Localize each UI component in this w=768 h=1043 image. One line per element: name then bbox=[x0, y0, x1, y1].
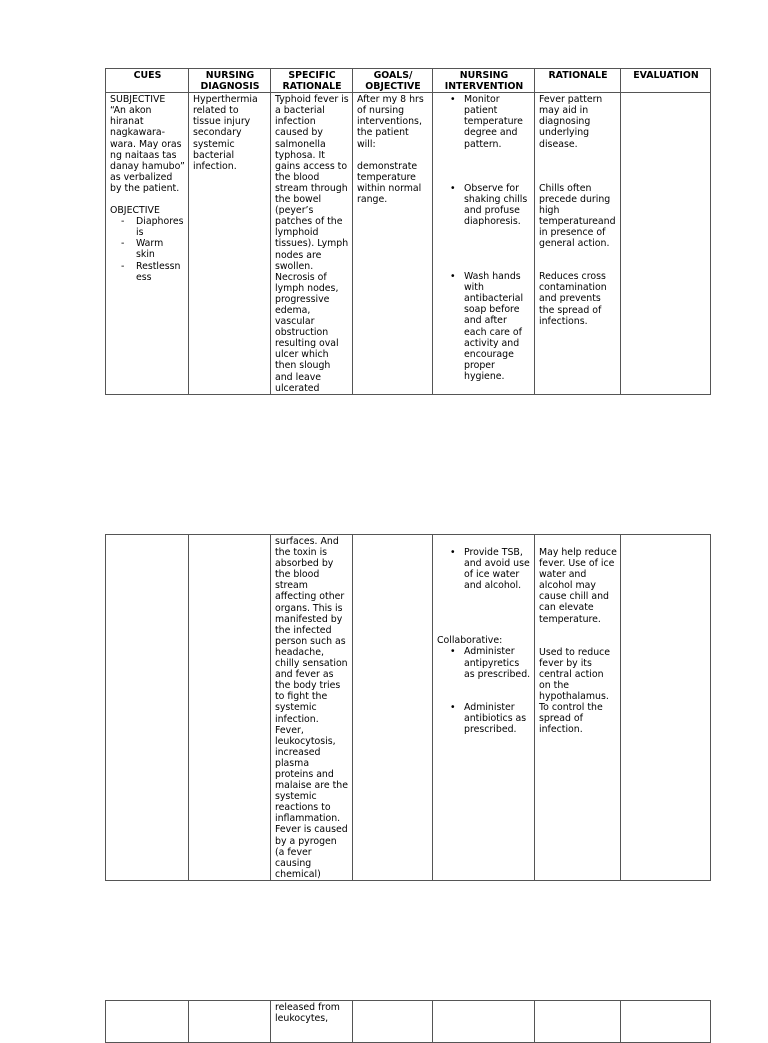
table-row bbox=[106, 1001, 711, 1043]
intervention-item: • Wash hands with antibacterial soap before and after each care of activity and encourage proper hygiene. bbox=[450, 271, 524, 382]
intervention-item: • Administer antibiotics as prescribed. bbox=[450, 701, 527, 735]
nursing-intervention-cell bbox=[433, 535, 535, 881]
goals-outcome: demonstrate temperature within normal range. bbox=[357, 160, 422, 205]
cues-cell bbox=[106, 93, 189, 395]
header-row bbox=[106, 69, 711, 93]
collaborative-label: Collaborative: bbox=[437, 635, 503, 647]
rationale-text: Reduces cross contamination and prevents the spread of infections. bbox=[539, 271, 607, 327]
goals-intro: After my 8 hrs of nursing interventions, the patient will: bbox=[357, 94, 424, 150]
rationale-text: Chills often precede during high temperatureand in presence of general action. bbox=[539, 182, 616, 250]
objective-item: - Diaphoresis bbox=[136, 216, 185, 238]
header-specific-rationale: SPECIFIC RATIONALE bbox=[271, 69, 353, 93]
rationale-text: May help reduce fever. Use of ice water and alcohol may cause chill and can elevate temperature. bbox=[539, 547, 617, 625]
bullet-icon: • bbox=[450, 182, 456, 194]
rationale-text: Used to reduce fever by its central action on the hypothalamus. To control the spread of infection. bbox=[539, 646, 611, 736]
bullet-icon: • bbox=[450, 646, 456, 658]
specific-rationale-cell bbox=[271, 535, 353, 881]
goals-cell bbox=[353, 93, 433, 395]
nursing-diagnosis-cell bbox=[189, 1001, 271, 1043]
bullet-icon: • bbox=[450, 94, 456, 106]
objective-item: - Warm skin bbox=[136, 238, 185, 260]
specific-rationale-text: surfaces. And the toxin is absorbed by the blood stream affecting other organs. This is manifested by the infected person such as headache, chilly sensation and fever as the body tries to fight the systemic infection. Fever, leukocytosis, increased plasma proteins and malaise are the systemic reactions to inflammation. Fever is caused by a pyrogen (a fever causing chemical) bbox=[275, 536, 348, 880]
header-nursing-intervention: NURSING INTERVENTION bbox=[433, 69, 535, 93]
care-plan-table-page-1 bbox=[105, 68, 711, 395]
care-plan-table-page-2 bbox=[105, 534, 711, 881]
evaluation-cell bbox=[621, 535, 711, 881]
rationale-cell bbox=[535, 93, 621, 395]
specific-rationale-text: Typhoid fever is a bacterial infection caused by salmonella typhosa. It gains access to the blood stream through the bowel (peyer’s patches of the lymphoid tissues). Lymph nodes are swollen. Necrosis of lymph nodes, progressive edema, vascular obstruction resulting oval ulcer which then slough and leave ulcerated bbox=[275, 94, 349, 394]
header-cues: CUES bbox=[106, 69, 189, 93]
intervention-item: • Administer antipyretics as prescribed. bbox=[450, 646, 531, 680]
goals-cell bbox=[353, 1001, 433, 1043]
rationale-cell bbox=[535, 1001, 621, 1043]
evaluation-cell bbox=[621, 93, 711, 395]
intervention-item: • Monitor patient temperature degree and pattern. bbox=[450, 94, 523, 150]
nursing-diagnosis-cell bbox=[189, 93, 271, 395]
specific-rationale-text: released from leukocytes, bbox=[275, 1002, 340, 1025]
nursing-intervention-cell bbox=[433, 1001, 535, 1043]
cues-cell bbox=[106, 1001, 189, 1043]
subjective-label: SUBJECTIVE bbox=[110, 94, 166, 106]
care-plan-table-page-3 bbox=[105, 1000, 711, 1043]
header-goals-objective: GOALS/ OBJECTIVE bbox=[353, 69, 433, 93]
objective-list bbox=[110, 216, 185, 283]
intervention-item: • Observe for shaking chills and profuse diaphoresis. bbox=[450, 182, 528, 227]
evaluation-cell bbox=[621, 1001, 711, 1043]
header-nursing-diagnosis: NURSING DIAGNOSIS bbox=[189, 69, 271, 93]
goals-cell bbox=[353, 535, 433, 881]
bullet-icon: • bbox=[450, 271, 456, 283]
table-row bbox=[106, 535, 711, 881]
bullet-icon: • bbox=[450, 701, 456, 713]
specific-rationale-cell bbox=[271, 93, 353, 395]
header-evaluation: EVALUATION bbox=[621, 69, 711, 93]
rationale-text: Fever pattern may aid in diagnosing underlying disease. bbox=[539, 94, 603, 150]
bullet-icon: • bbox=[450, 547, 456, 558]
intervention-item: • Provide TSB, and avoid use of ice water and alcohol. bbox=[450, 547, 530, 592]
objective-label: OBJECTIVE bbox=[110, 205, 160, 217]
nursing-diagnosis-cell bbox=[189, 535, 271, 881]
cues-cell bbox=[106, 535, 189, 881]
header-rationale: RATIONALE bbox=[535, 69, 621, 93]
objective-item: - Restlessness bbox=[136, 261, 185, 283]
subjective-text: “An akon hiranat nagkawara-wara. May oras ng naitaas tas danay hamubo” as verbalized by the patient. bbox=[110, 105, 185, 194]
nursing-diagnosis-text: Hyperthermia related to tissue injury secondary systemic bacterial infection. bbox=[193, 94, 258, 172]
specific-rationale-cell bbox=[271, 1001, 353, 1043]
nursing-intervention-cell bbox=[433, 93, 535, 395]
table-row bbox=[106, 93, 711, 395]
rationale-cell bbox=[535, 535, 621, 881]
